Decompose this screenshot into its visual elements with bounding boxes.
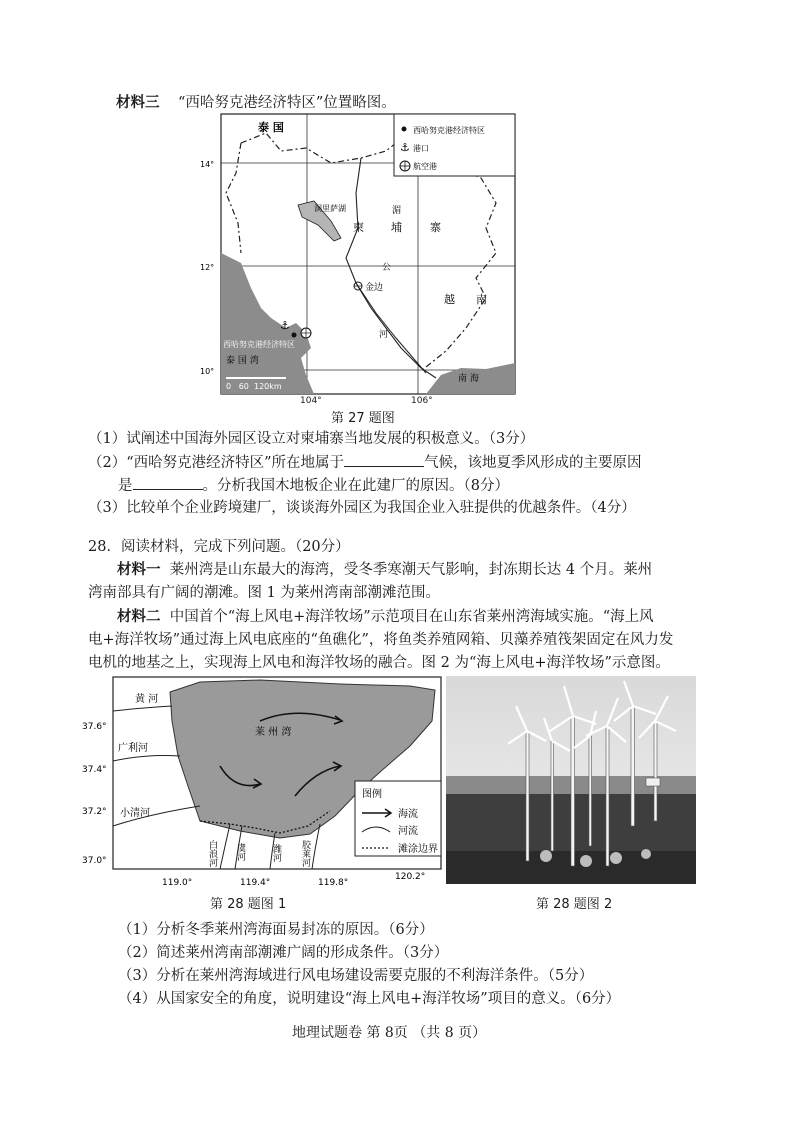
lon-119-8: 119.8°: [318, 878, 349, 888]
lat-10: 10°: [200, 367, 215, 376]
lat-12: 12°: [200, 263, 215, 272]
map-figure-28-1: [80, 676, 442, 892]
label-vietnam-2: 南: [476, 293, 487, 306]
lon-106: 106°: [411, 396, 433, 406]
legend-sez-label: 西哈努克港经济特区: [413, 126, 485, 135]
lon-119-0: 119.0°: [162, 878, 193, 888]
label-bailang: 白浪河: [207, 840, 217, 867]
material1-label: 材料一: [117, 561, 161, 578]
port-anchor-icon: ⚓: [280, 319, 290, 332]
material2-label: 材料二: [117, 608, 161, 625]
legend-port-label: 港口: [413, 144, 429, 153]
legend-river-label: 河流: [398, 826, 418, 837]
q28-2: （2）简述莱州湾南部潮滩广阔的形成条件。（3分）: [118, 945, 449, 961]
label-lake: 洞里萨湖: [314, 204, 346, 213]
blank-climate: [344, 452, 424, 467]
label-sez: 西哈努克港经济特区: [223, 340, 295, 349]
lat-14: 14°: [200, 160, 215, 169]
legend-current-label: 海流: [398, 809, 418, 820]
blank-reason: [133, 475, 203, 490]
q28-m1-line1: [117, 560, 652, 580]
label-xiaoqing: 小清河: [120, 808, 150, 819]
map-figure-27: [196, 113, 516, 396]
lat-37-2: 37.2°: [82, 807, 107, 817]
material3-line: [116, 93, 396, 113]
figure-28-2-illustration: [446, 676, 696, 884]
material2-text-2: 电+海洋牧场”通过海上风电底座的“鱼礁化”，将鱼类养殖网箱、贝藻养殖筏架固定在风力发: [88, 632, 674, 648]
sez-legend-icon: [402, 127, 407, 132]
anchor-legend-icon: ⚓: [400, 141, 410, 154]
figure-27-caption: 第 27 题图: [331, 411, 395, 426]
q27-3: （3）比较单个企业跨境建厂，谈谈海外园区为我国企业入驻提供的优越条件。（4分）: [88, 500, 636, 516]
material3-label: 材料三: [116, 94, 160, 111]
label-cambodia-2: 埔: [391, 221, 402, 234]
lat-37-4: 37.4°: [82, 765, 107, 775]
lon-119-4: 119.4°: [240, 878, 271, 888]
figure-28-2-caption: 第 28 题图 2: [536, 897, 613, 912]
page-footer: 地理试题卷 第 8页 （共 8 页）: [292, 1025, 487, 1041]
label-gulf: 泰 国 湾: [226, 356, 259, 366]
label-wei: 潍河: [271, 844, 281, 862]
label-thailand: 泰 国: [258, 121, 284, 134]
label-guangli: 广利河: [118, 743, 148, 754]
material3-text: “西哈努克港经济特区”位置略图。: [177, 95, 396, 111]
q27-2-line2: [118, 475, 509, 496]
q27-2d: 。分析我国木地板企业在此建厂的原因。（8分）: [202, 478, 509, 494]
q28-title: 28．阅读材料，完成下列问题。（20分）: [88, 539, 350, 555]
material2-text-1: 中国首个“海上风电+海洋牧场”示范项目在山东省莱州湾海域实施。“海上风: [169, 609, 654, 625]
q28-4: （4）从国家安全的角度，说明建设“海上风电+海洋牧场”项目的意义。（6分）: [118, 991, 621, 1007]
q28-1: （1）分析冬季莱州湾海面易封冻的原因。（6分）: [118, 922, 434, 938]
lat-37-0: 37.0°: [82, 856, 107, 866]
q27-1: （1）试阐述中国海外园区设立对柬埔寨当地发展的积极意义。（3分）: [88, 431, 535, 447]
q28-3: （3）分析在莱州湾海域进行风电场建设需要克服的不利海洋条件。（5分）: [118, 968, 594, 984]
legend-airport-label: 航空港: [413, 162, 437, 171]
lat-37-6: 37.6°: [82, 722, 107, 732]
q27-2-line1: [88, 452, 642, 473]
label-vietnam-1: 越: [444, 293, 455, 306]
label-mekong-2: 公: [382, 263, 392, 273]
q27-2c: 是: [118, 478, 133, 494]
label-cambodia-1: 柬: [353, 221, 364, 234]
service-boat: [646, 778, 660, 786]
label-phnom-penh: 金边: [365, 283, 384, 293]
q27-2b: 气候，该地夏季风形成的主要原因: [424, 455, 642, 471]
sez-point-icon: [292, 333, 297, 338]
q28-m2-line1: [117, 607, 654, 627]
material1-text-2: 湾南部具有广阔的潮滩。图 1 为莱州湾南部潮滩范围。: [88, 585, 440, 601]
label-yellow-river: 黄 河: [135, 694, 159, 705]
label-mekong-1: 湄: [392, 206, 402, 216]
lon-120-2: 120.2°: [395, 872, 426, 882]
legend-tidal-label: 滩涂边界: [398, 844, 438, 855]
label-laizhou-bay: 莱 州 湾: [255, 727, 292, 738]
label-jiaolai: 胶莱河: [300, 840, 310, 867]
label-south-china-sea: 南 海: [458, 374, 479, 384]
material1-text-1: 莱州湾是山东最大的海湾，受冬季寒潮天气影响，封冻期长达 4 个月。莱州: [169, 562, 653, 578]
label-mekong-3: 河: [379, 330, 389, 340]
q27-2a: （2）“西哈努克港经济特区”所在地属于: [88, 455, 345, 471]
figure-28-1-caption: 第 28 题图 1: [210, 897, 287, 912]
scale-label: 0 60 120km: [226, 382, 282, 391]
label-cambodia-3: 寨: [430, 221, 441, 234]
material2-text-3: 电机的地基之上，实现海上风电和海洋牧场的融合。图 2 为“海上风电+海洋牧场”示意图。: [88, 655, 670, 671]
lon-104: 104°: [300, 396, 322, 406]
label-yu: 虞河: [235, 843, 245, 861]
legend-title: 图例: [362, 789, 382, 800]
